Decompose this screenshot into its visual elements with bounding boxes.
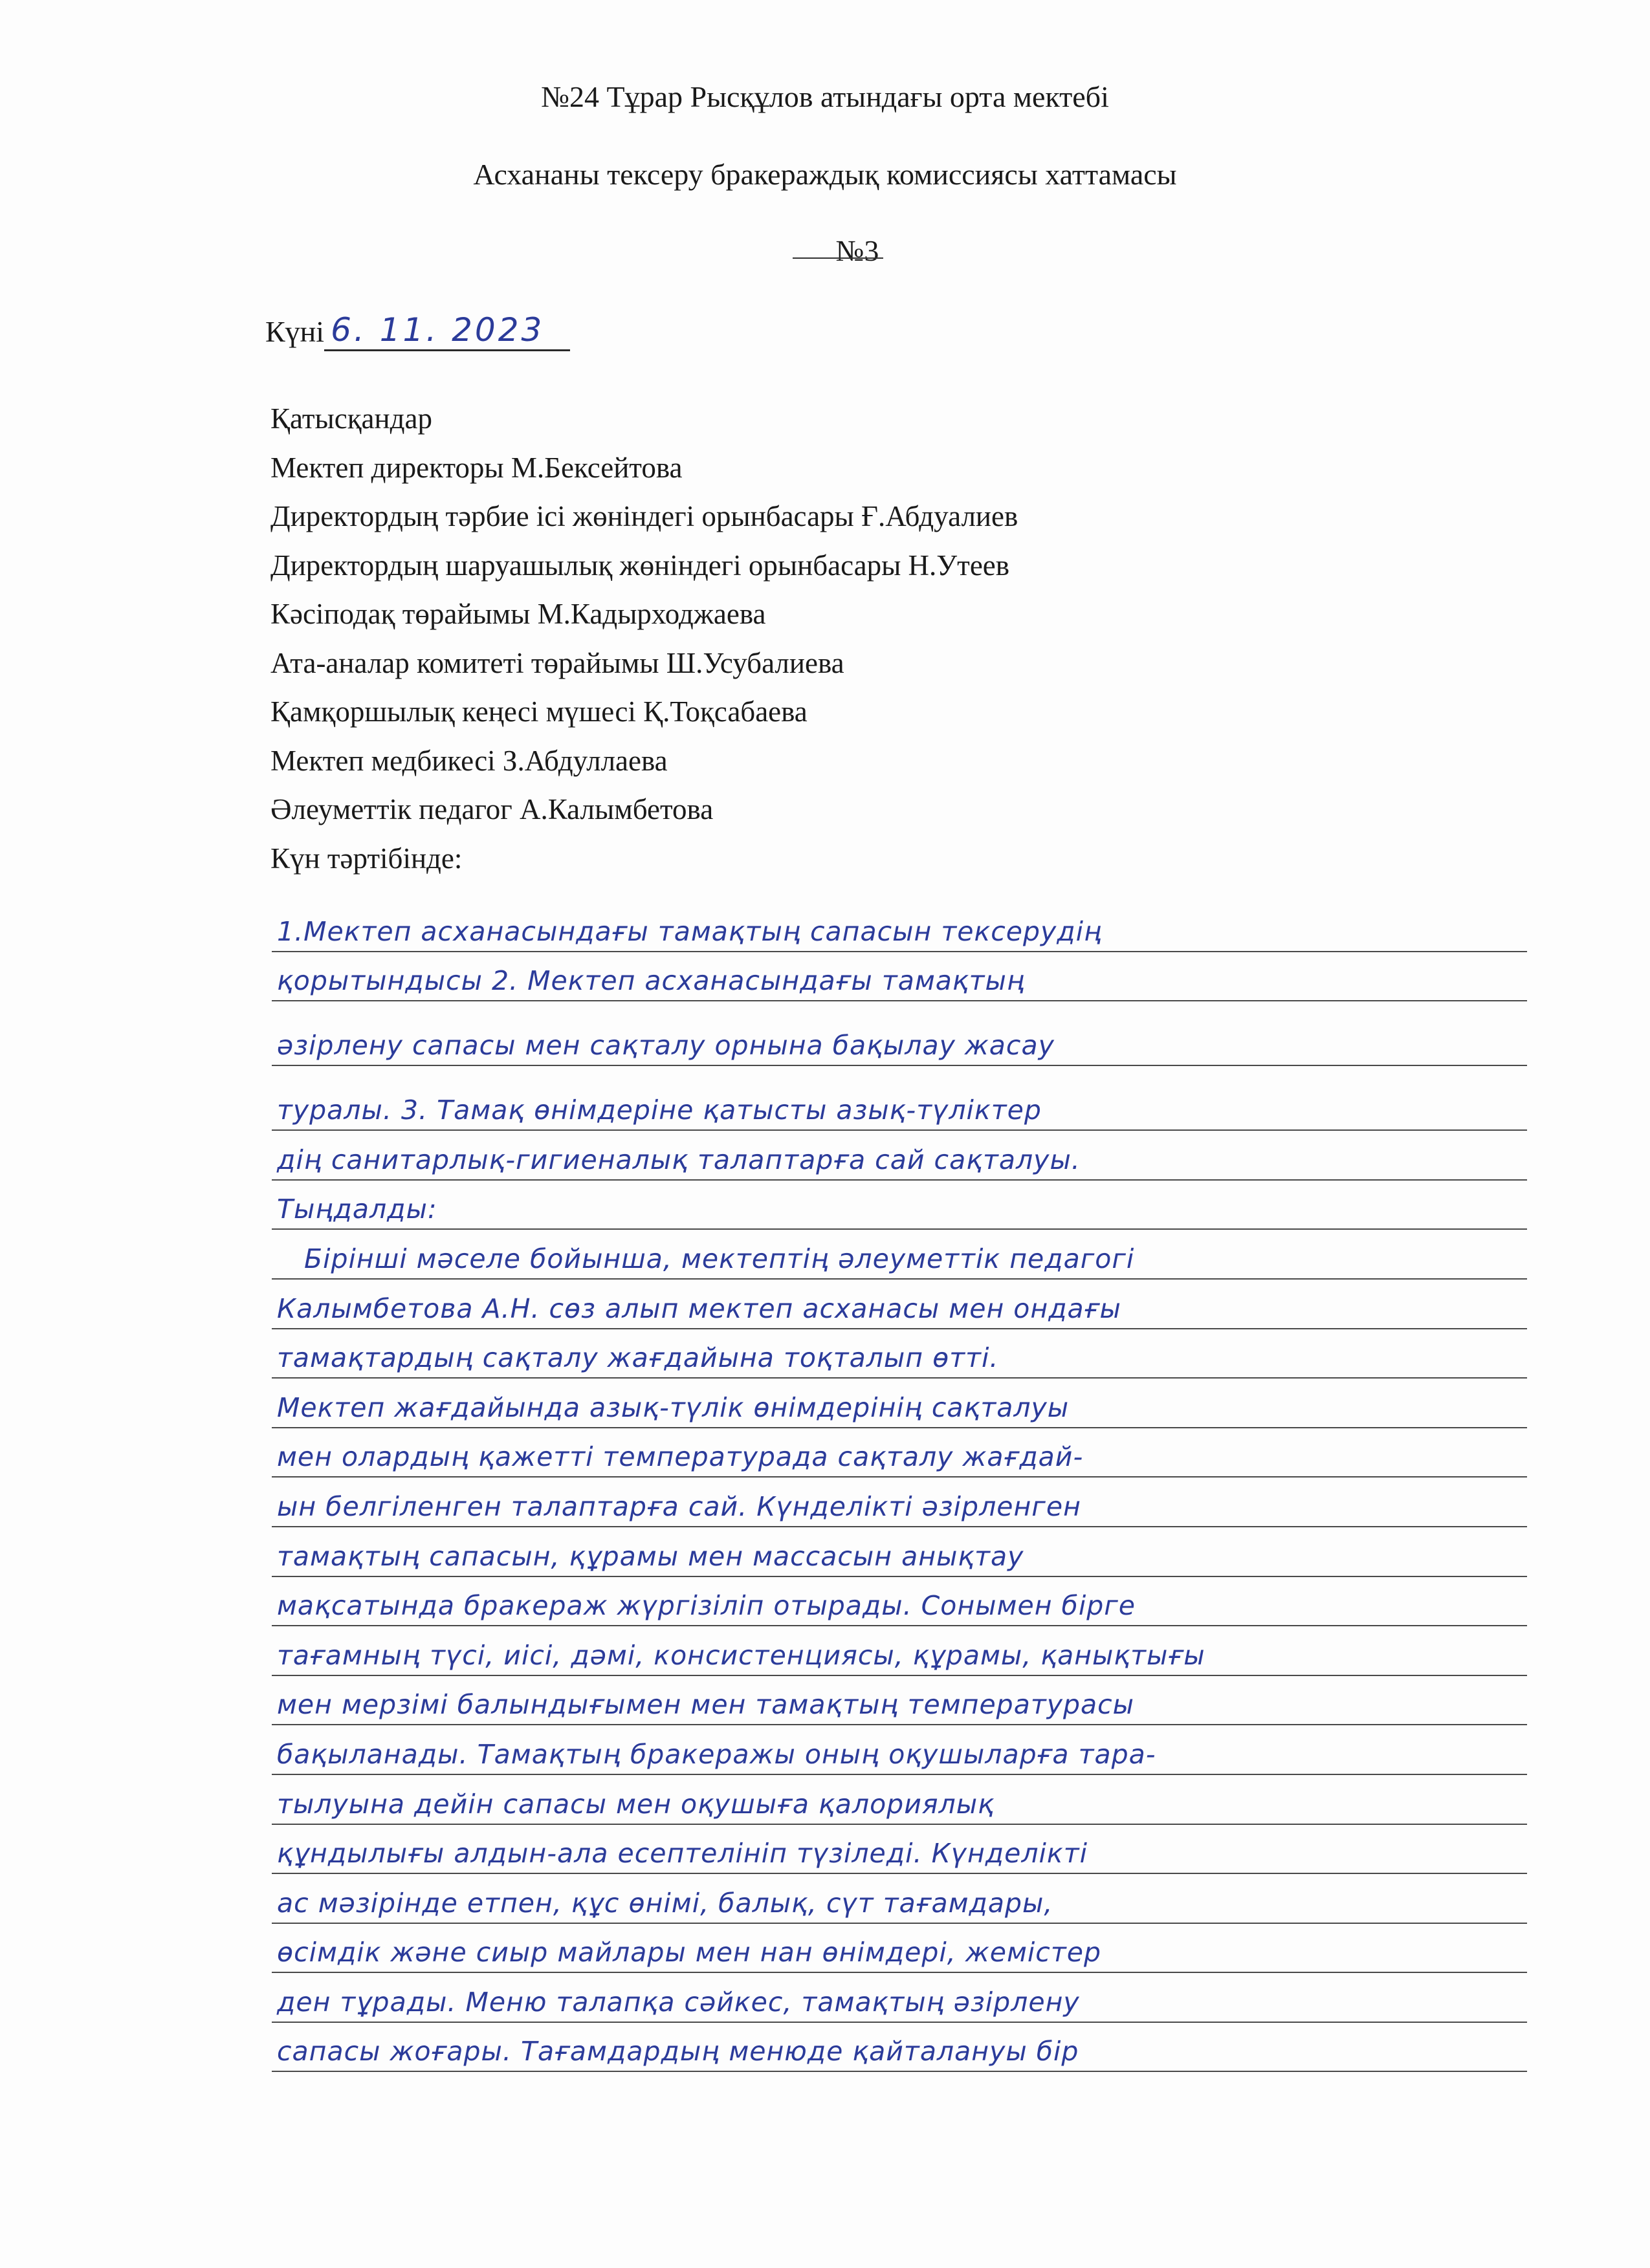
handwritten-text: тағамның түсі, иісі, дәмі, консистенциясы, құрамы, қанықтығы — [277, 1639, 1205, 1671]
handwritten-text: сапасы жоғары. Тағамдардың менюде қайталануы бір — [277, 2036, 1079, 2067]
handwritten-line — [272, 1825, 1527, 1875]
handwritten-line — [272, 1280, 1527, 1329]
handwritten-line — [272, 1329, 1527, 1379]
handwritten-text: құндылығы алдын-ала есептелініп түзіледі. Күнделікті — [277, 1838, 1088, 1870]
protocol-number-underline — [793, 257, 883, 259]
participant-line: Мектеп медбикесі З.Абдуллаева — [270, 744, 668, 777]
handwritten-text: тамақтардың сақталу жағдайына тоқталып өтті. — [277, 1342, 999, 1374]
handwritten-line — [272, 1676, 1527, 1726]
handwritten-line — [272, 2023, 1527, 2073]
handwritten-text: мен олардың қажетті температурада сақталу жағдай- — [277, 1441, 1084, 1473]
handwritten-text: өсімдік және сиыр майлары мен нан өнімдері, жемістер — [277, 1937, 1101, 1968]
handwritten-line — [272, 952, 1527, 1002]
handwritten-line — [272, 1775, 1527, 1825]
handwritten-text: 1.Мектеп асханасындағы тамақтың сапасын тексерудің — [277, 915, 1103, 947]
date-label: Күні — [265, 315, 325, 348]
document-title: Асхананы тексеру бракераждық комиссиясы хаттамасы — [473, 158, 1177, 191]
handwritten-text: Калымбетова А.Н. сөз алып мектеп асханасы мен ондағы — [277, 1292, 1121, 1324]
handwritten-line — [272, 1577, 1527, 1627]
handwritten-line — [272, 1973, 1527, 2023]
handwritten-text: мақсатында бракераж жүргізіліп отырады. Сонымен бірге — [277, 1590, 1136, 1622]
handwritten-line — [272, 1626, 1527, 1676]
handwritten-line — [272, 1527, 1527, 1577]
date-value: 6. 11. 2023 — [324, 311, 570, 351]
school-name: №24 Тұрар Рысқұлов атындағы орта мектебі — [541, 80, 1109, 113]
handwritten-line — [272, 1001, 1527, 1066]
handwritten-text: Тыңдалды: — [277, 1194, 437, 1225]
handwritten-text: әзірлену сапасы мен сақталу орнына бақылау жасау — [277, 1030, 1055, 1062]
handwritten-line — [272, 1066, 1527, 1131]
handwritten-text: Мектеп жағдайында азық-түлік өнімдерінің сақталуы — [277, 1391, 1070, 1423]
handwritten-text: тылуына дейін сапасы мен оқушыға қалориялық — [277, 1788, 995, 1820]
participant-line: Ата-аналар комитеті төрайымы Ш.Усубалиева — [270, 646, 844, 679]
handwritten-line — [272, 1874, 1527, 1924]
handwritten-line — [272, 1131, 1527, 1181]
handwritten-text: дің санитарлық-гигиеналық талаптарға сай сақталуы. — [277, 1144, 1081, 1175]
handwritten-line — [272, 1924, 1527, 1974]
date-row — [265, 311, 570, 351]
handwritten-text: тамақтың сапасын, құрамы мен массасын анықтау — [277, 1540, 1024, 1572]
agenda-heading: Күн тәртібінде: — [270, 842, 463, 875]
handwritten-text: бақыланады. Тамақтың бракеражы оның оқушыларға тара- — [277, 1738, 1156, 1770]
handwritten-line — [272, 1428, 1527, 1478]
handwritten-text: Бірінші мәселе бойынша, мектептің әлеуметтік педагогі — [304, 1243, 1135, 1274]
protocol-number: №3 — [835, 234, 879, 267]
handwritten-text: қорытындысы 2. Мектеп асханасындағы тамақтың — [277, 965, 1025, 997]
handwritten-section — [272, 902, 1527, 2072]
handwritten-text: ас мәзірінде етпен, құс өнімі, балық, сүт тағамдары, — [277, 1887, 1053, 1919]
participants-heading: Қатысқандар — [270, 402, 432, 435]
handwritten-line — [272, 1181, 1527, 1230]
handwritten-text: мен мерзімі балындығымен мен тамақтың температурасы — [277, 1689, 1135, 1721]
handwritten-line — [272, 1725, 1527, 1775]
handwritten-text: ден тұрады. Меню талапқа сәйкес, тамақтың әзірлену — [277, 1986, 1080, 2018]
participant-line: Директордың тәрбие ісі жөніндегі орынбасары Ғ.Абдуалиев — [270, 500, 1018, 532]
handwritten-text: туралы. 3. Тамақ өнімдеріне қатысты азық-түліктер — [277, 1095, 1042, 1126]
handwritten-line — [272, 1230, 1527, 1280]
participants-section — [270, 395, 1018, 883]
participant-line: Мектеп директоры М.Бексейтова — [270, 451, 683, 484]
participant-line: Әлеуметтік педагог А.Калымбетова — [270, 793, 714, 825]
handwritten-text: ын белгіленген талаптарға сай. Күнделікті әзірленген — [277, 1490, 1081, 1522]
handwritten-line — [272, 1379, 1527, 1428]
participant-line: Директордың шаруашылық жөніндегі орынбасары Н.Утеев — [270, 549, 1010, 582]
participant-line: Қамқоршылық кеңесі мүшесі Қ.Тоқсабаева — [270, 695, 808, 728]
handwritten-line — [272, 1477, 1527, 1527]
handwritten-line — [272, 902, 1527, 952]
participant-line: Кәсіподақ төрайымы М.Кадырходжаева — [270, 598, 766, 630]
